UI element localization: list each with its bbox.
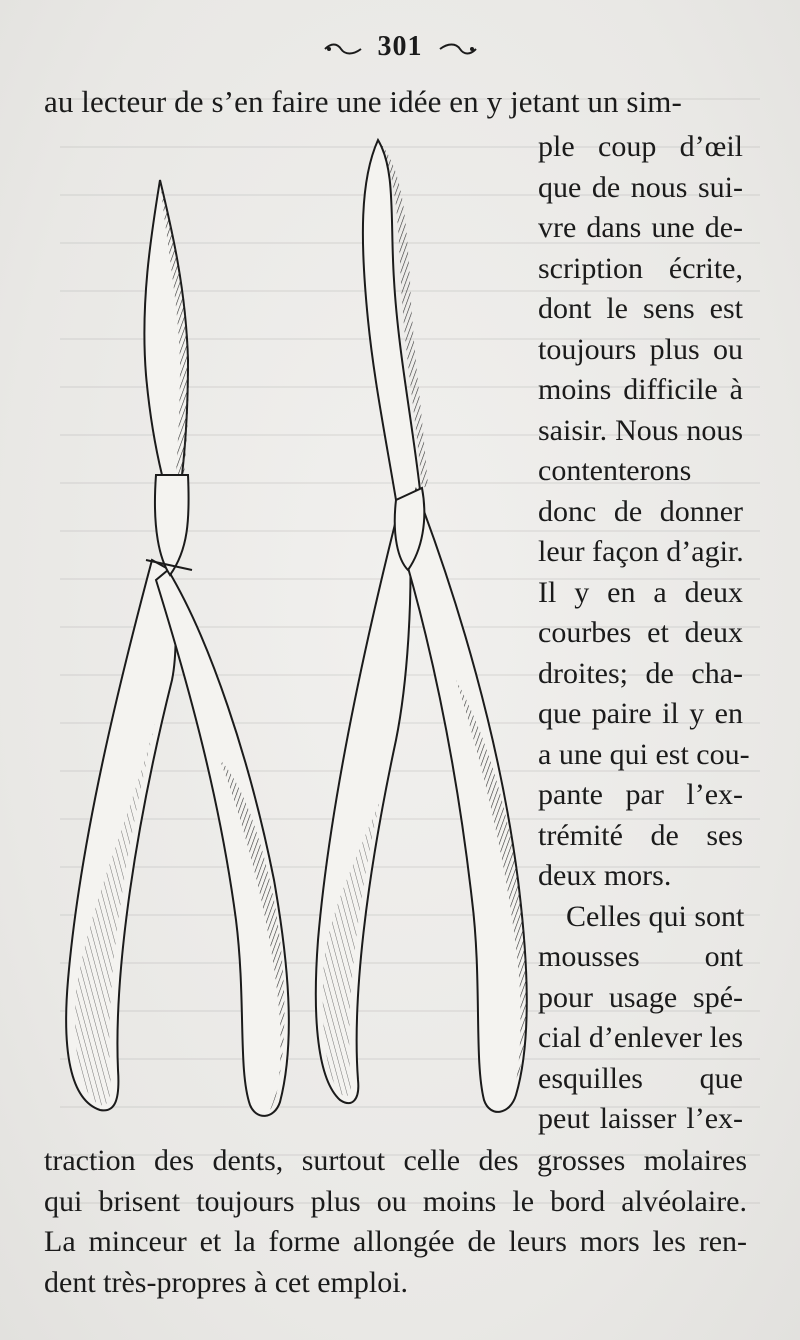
side-line: esquilles que: [538, 1061, 743, 1095]
forceps-illustration: [60, 120, 540, 1130]
bottom-line: dent très-propres à cet emploi.: [44, 1265, 409, 1299]
side-line: leur façon d’agir.: [538, 535, 744, 568]
bottom-line: traction des dents, surtout celle des grosses molaires: [44, 1144, 747, 1177]
side-line: moins difficile à: [538, 373, 743, 406]
side-line: vre dans une de-: [538, 211, 743, 244]
bottom-paragraph: [44, 1141, 747, 1303]
page-number: 301: [377, 31, 423, 62]
side-line: deux mors.: [538, 859, 672, 892]
side-line: peut laisser l’ex-: [538, 1102, 743, 1135]
side-line: cial d’enlever les: [538, 1021, 743, 1054]
bottom-line: qui brisent toujours plus ou moins le bord alvéolaire.: [44, 1184, 747, 1218]
right-ornament-icon: [438, 43, 478, 55]
side-line: mousses ont: [538, 940, 743, 973]
side-line: Celles qui sont: [566, 899, 745, 933]
straight-forceps: [66, 180, 289, 1116]
side-line: donc de donner: [538, 494, 743, 528]
side-line: saisir. Nous nous: [538, 413, 743, 447]
side-line: pante par l’ex-: [538, 778, 743, 811]
curved-forceps: [316, 140, 527, 1112]
side-line: Il y en a deux: [538, 575, 743, 609]
side-line: pour usage spé-: [538, 980, 743, 1014]
side-line: dont le sens est: [538, 292, 743, 325]
side-line: toujours plus ou: [538, 332, 743, 366]
side-line: contenterons: [538, 454, 692, 487]
side-text-column: [538, 127, 750, 1140]
side-line: trémité de ses: [538, 818, 743, 852]
left-ornament-icon: [323, 43, 363, 55]
side-line: courbes et deux: [538, 616, 743, 649]
side-line: a une qui est cou-: [538, 737, 750, 771]
side-line: droites; de cha-: [538, 656, 743, 690]
side-line: ple coup d’œil: [538, 130, 743, 163]
bottom-line: La minceur et la forme allongée de leurs mors les ren-: [44, 1225, 747, 1258]
page-header: [0, 30, 800, 64]
first-text-line: au lecteur de s’en faire une idée en y jetant un sim-: [44, 84, 682, 119]
side-line: que paire il y en: [538, 697, 743, 730]
side-line: que de nous sui-: [538, 170, 743, 204]
side-line: scription écrite,: [538, 251, 743, 285]
